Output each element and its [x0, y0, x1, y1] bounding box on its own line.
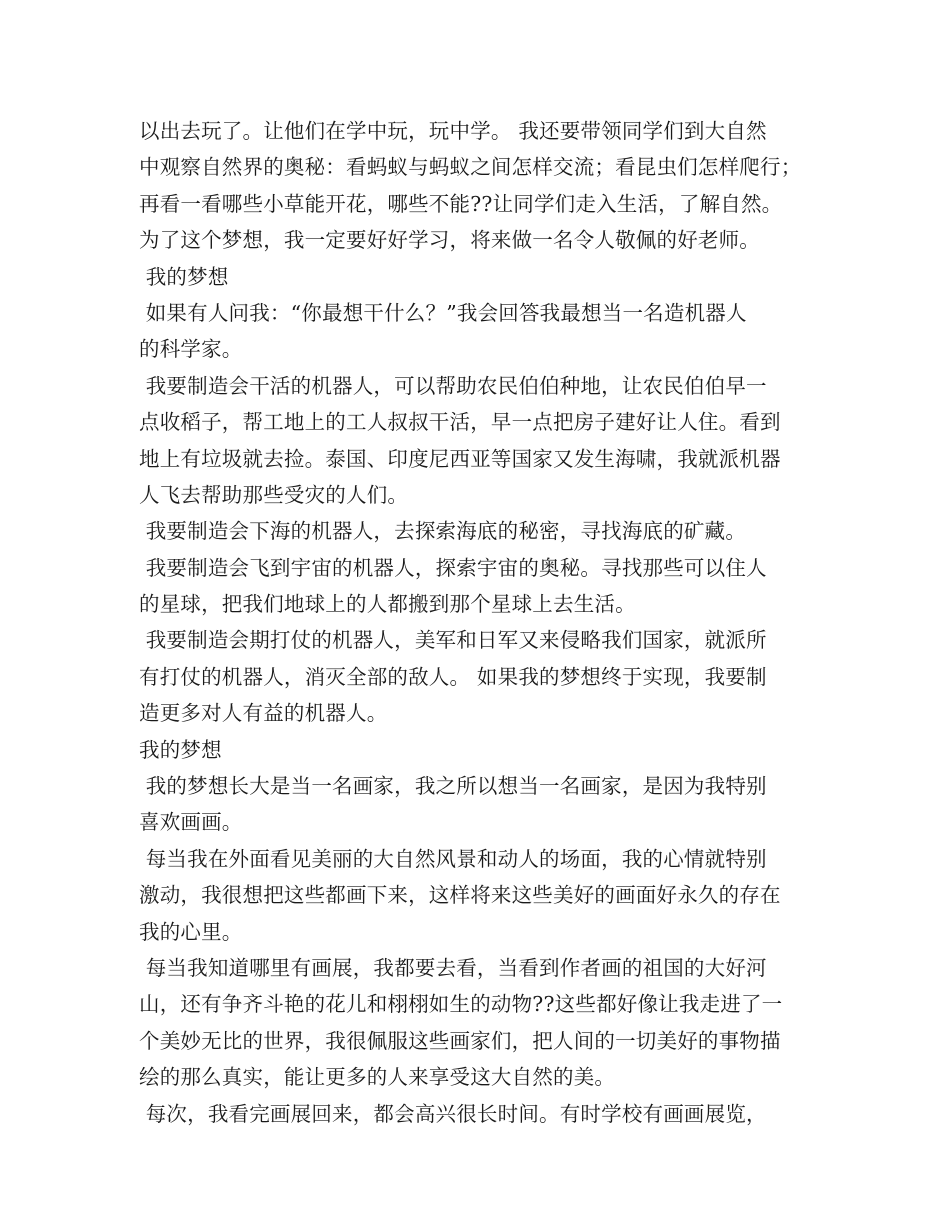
text-line: 我的梦想长大是当一名画家，我之所以想当一名画家，是因为我特别	[139, 774, 767, 799]
text-line: 的星球，把我们地球上的人都搬到那个星球上去生活。	[139, 592, 636, 617]
text-line: 每次，我看完画展回来，都会高兴很长时间。有时学校有画画展览，	[139, 1101, 767, 1126]
document-body	[139, 113, 839, 1132]
section-heading: 我的梦想	[139, 264, 229, 289]
text-line: 如果有人问我：“你最想干什么？”我会回答我最想当一名造机器人	[139, 300, 747, 325]
text-line: 有打仗的机器人，消灭全部的敌人。 如果我的梦想终于实现，我要制	[139, 664, 767, 689]
text-line: 个美妙无比的世界，我很佩服这些画家们，把人间的一切美好的事物描	[139, 1028, 781, 1053]
text-line: 我要制造会飞到宇宙的机器人，探索宇宙的奥秘。寻找那些可以住人	[139, 555, 767, 580]
text-line: 喜欢画画。	[139, 810, 243, 835]
text-line: 我要制造会干活的机器人，可以帮助农民伯伯种地，让农民伯伯早一	[139, 373, 767, 398]
text-line: 再看一看哪些小草能开花，哪些不能??让同学们走入生活，了解自然。	[139, 191, 783, 216]
section-heading: 我的梦想	[139, 737, 222, 762]
text-line: 每当我知道哪里有画展，我都要去看，当看到作者画的祖国的大好河	[139, 955, 767, 980]
text-line: 我要制造会期打仗的机器人，美军和日军又来侵略我们国家，就派所	[139, 628, 767, 653]
text-line: 人飞去帮助那些受灾的人们。	[139, 482, 409, 507]
text-line: 绘的那么真实，能让更多的人来享受这大自然的美。	[139, 1065, 616, 1090]
text-line: 每当我在外面看见美丽的大自然风景和动人的场面，我的心情就特别	[139, 846, 767, 871]
text-line: 激动，我很想把这些都画下来，这样将来这些美好的画面好永久的存在	[139, 883, 781, 908]
text-line: 地上有垃圾就去捡。泰国、印度尼西亚等国家又发生海啸，我就派机器	[139, 446, 781, 471]
text-line: 以出去玩了。让他们在学中玩，玩中学。 我还要带领同学们到大自然	[139, 119, 767, 143]
text-line: 我的心里。	[139, 919, 243, 944]
text-line: 的科学家。	[139, 337, 243, 362]
text-line: 为了这个梦想，我一定要好好学习，将来做一名令人敬佩的好老师。	[139, 228, 760, 253]
text-line: 点收稻子，帮工地上的工人叔叔干活，早一点把房子建好让人住。看到	[139, 410, 781, 435]
text-line: 中观察自然界的奥秘：看蚂蚁与蚂蚁之间怎样交流；看昆虫们怎样爬行；	[139, 155, 802, 180]
text-line: 我要制造会下海的机器人，去探索海底的秘密，寻找海底的矿藏。	[139, 519, 747, 544]
text-line: 山，还有争齐斗艳的花儿和栩栩如生的动物??这些都好像让我走进了一	[139, 992, 783, 1017]
text-line: 造更多对人有益的机器人。	[139, 701, 388, 726]
